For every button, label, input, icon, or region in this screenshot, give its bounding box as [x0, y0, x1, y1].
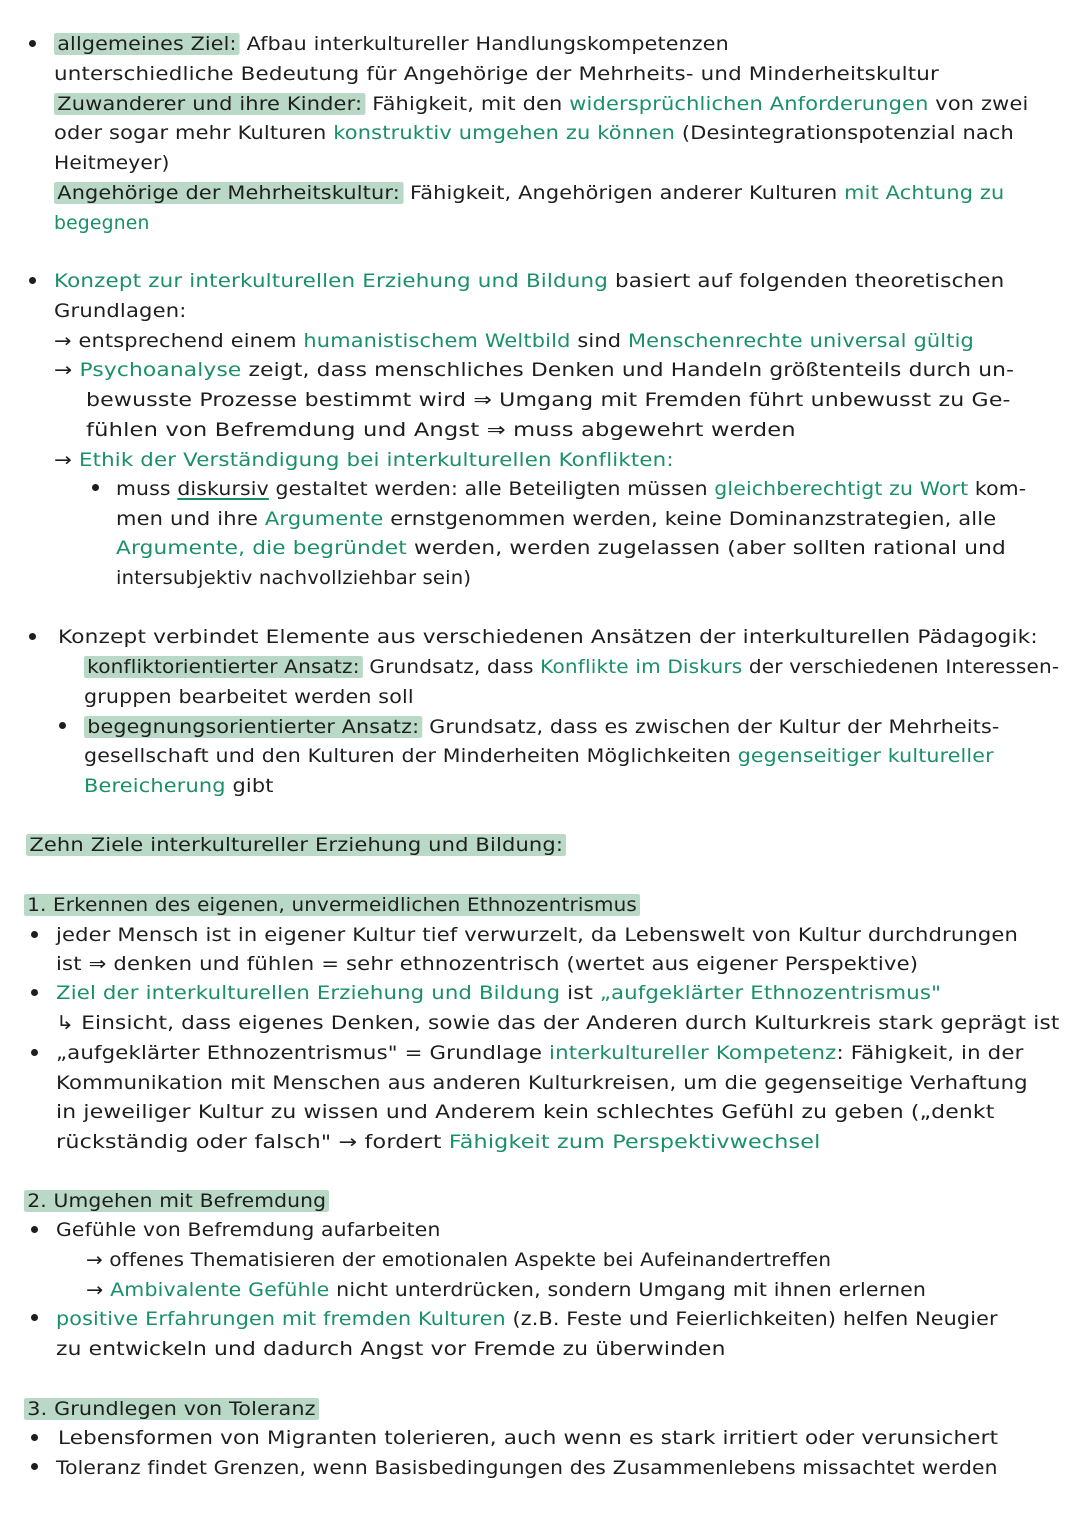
highlighted-text: Zuwanderer und ihre Kinder: — [54, 93, 365, 115]
text-span: → offenes Thematisieren der emotionalen Aspekte bei Aufeinandertreffen — [86, 1249, 832, 1271]
note-line — [56, 951, 918, 977]
text-span: → entsprechend einem — [54, 330, 304, 352]
note-line — [56, 1217, 441, 1243]
text-span: in jeweiliger Kultur zu wissen und Anderem kein schlechtes Gefühl zu geben („denkt — [56, 1101, 995, 1123]
note-line — [54, 91, 1028, 117]
note-line — [56, 1070, 1028, 1096]
text-span: jeder Mensch ist in eigener Kultur tief verwurzelt, da Lebenswelt von Kultur durchdrungen — [56, 924, 1018, 946]
text-span: Grundlagen: — [54, 300, 187, 322]
note-line — [54, 268, 1004, 294]
bullet — [31, 1049, 38, 1056]
emphasis-text: Fähigkeit zum Perspektivwechsel — [448, 1131, 821, 1153]
text-span: von zwei — [928, 93, 1029, 115]
highlighted-text: 1. Erkennen des eigenen, unvermeidlichen Ethnozentrismus — [24, 894, 640, 916]
note-line — [84, 743, 994, 769]
bullet — [31, 1226, 38, 1233]
emphasis-text: Psychoanalyse — [79, 359, 242, 381]
text-span: Fähigkeit, mit den — [365, 93, 570, 115]
note-line — [54, 357, 1014, 383]
text-span: Lebensformen von Migranten tolerieren, auch wenn es stark irritiert oder verunsichert — [58, 1427, 999, 1449]
text-span: gruppen bearbeitet werden soll — [84, 686, 414, 708]
text-span: Toleranz findet Grenzen, wenn Basisbedingungen des Zusammenlebens missachtet werden — [56, 1457, 998, 1479]
text-span: (Desintegrationspotenzial nach — [675, 122, 1014, 144]
note-line — [56, 1336, 726, 1362]
text-span: gestaltet werden: alle Beteiligten müssen — [268, 478, 715, 500]
text-span: ernstgenommen werden, keine Dominanzstrategien, alle — [383, 508, 997, 530]
emphasis-text: Bereicherung — [84, 775, 226, 797]
note-line — [116, 565, 471, 591]
note-line — [86, 1247, 831, 1273]
text-span: Fähigkeit, Angehörigen anderer Kulturen — [403, 182, 845, 204]
text-span: (z.B. Feste und Feierlichkeiten) helfen Neugier — [505, 1308, 998, 1330]
note-line — [86, 417, 796, 443]
text-span: gesellschaft und den Kulturen der Minderheiten Möglichkeiten — [84, 745, 738, 767]
bullet — [92, 484, 99, 491]
note-line — [56, 922, 1018, 948]
text-span: nicht unterdrücken, sondern Umgang mit ihnen erlernen — [329, 1279, 927, 1301]
note-line — [86, 1277, 926, 1303]
bullet — [31, 1314, 38, 1321]
note-line — [84, 684, 414, 710]
emphasis-text: interkultureller Kompetenz — [549, 1042, 837, 1064]
note-line — [58, 624, 1038, 650]
highlighted-text: 2. Umgehen mit Befremdung — [24, 1190, 329, 1212]
emphasis-text: mit Achtung zu — [844, 182, 1005, 204]
text-span: sind — [570, 330, 628, 352]
emphasis-text: Menschenrechte universal gültig — [627, 330, 974, 352]
emphasis-text: Ziel der interkulturellen Erziehung und Bildung — [56, 982, 561, 1004]
note-line — [86, 387, 1011, 413]
text-span: : Fähigkeit, in der — [836, 1042, 1024, 1064]
text-span: ↳ Einsicht, dass eigenes Denken, sowie das der Anderen durch Kulturkreis stark geprägt ist — [56, 1012, 1060, 1034]
note-line — [54, 328, 974, 354]
note-line — [56, 1099, 995, 1125]
emphasis-text: Ambivalente Gefühle — [110, 1279, 330, 1301]
bullet — [29, 633, 36, 640]
text-span: basiert auf folgenden theoretischen — [608, 270, 1005, 292]
emphasis-text: begegnen — [54, 212, 150, 234]
text-span: Afbau interkultureller Handlungskompetenzen — [239, 33, 729, 55]
note-line — [56, 1455, 998, 1481]
text-span: kom- — [968, 478, 1027, 500]
note-line — [56, 980, 941, 1006]
note-line — [54, 150, 170, 176]
emphasis-text: gleichberechtigt zu Wort — [714, 478, 969, 500]
note-line — [116, 476, 1026, 502]
emphasis-text: „aufgeklärter Ethnozentrismus" — [599, 982, 942, 1004]
text-span: unterschiedliche Bedeutung für Angehörige der Mehrheits- und Minderheitskultur — [54, 63, 939, 85]
note-line — [54, 61, 939, 87]
emphasis-text: Argumente — [264, 508, 384, 530]
note-line — [84, 654, 1059, 680]
text-span: ist — [560, 982, 600, 1004]
text-span: oder sogar mehr Kulturen — [54, 122, 334, 144]
text-span: Heitmeyer) — [54, 152, 170, 174]
bullet — [31, 931, 38, 938]
bullet — [29, 40, 36, 47]
note-line — [54, 210, 150, 236]
text-span: zeigt, dass menschliches Denken und Handeln größtenteils durch un- — [241, 359, 1015, 381]
bullet — [29, 277, 36, 284]
note-line — [84, 714, 999, 740]
text-span: zu entwickeln und dadurch Angst vor Fremde zu überwinden — [56, 1338, 726, 1360]
text-span: Gefühle von Befremdung aufarbeiten — [56, 1219, 441, 1241]
emphasis-text: Ethik der Verständigung bei interkulturellen Konflikten: — [78, 449, 674, 471]
section-heading — [26, 832, 566, 858]
note-line — [54, 180, 1004, 206]
highlighted-text: konfliktorientierter Ansatz: — [84, 656, 363, 678]
numbered-heading — [24, 1396, 319, 1422]
note-line — [54, 298, 187, 324]
emphasis-text: Konflikte im Diskurs — [540, 656, 743, 678]
text-span: werden, werden zugelassen (aber sollten rational und — [406, 537, 1006, 559]
emphasis-text: konstruktiv umgehen zu können — [333, 122, 676, 144]
note-line — [54, 447, 674, 473]
text-span: „aufgeklärter Ethnozentrismus" = Grundlage — [56, 1042, 550, 1064]
emphasis-text: Konzept zur interkulturellen Erziehung und Bildung — [54, 270, 609, 292]
text-span: → — [54, 449, 79, 471]
note-line — [58, 1425, 998, 1451]
text-span: gibt — [225, 775, 274, 797]
text-span: intersubjektiv nachvollziehbar sein) — [116, 567, 472, 589]
text-span: der verschiedenen Interessen- — [742, 656, 1060, 678]
note-line — [56, 1010, 1059, 1036]
text-span: muss — [116, 478, 178, 500]
highlighted-text: allgemeines Ziel: — [54, 33, 240, 55]
highlighted-text: begegnungsorientierter Ansatz: — [84, 716, 422, 738]
highlighted-text: Angehörige der Mehrheitskultur: — [54, 182, 403, 204]
emphasis-text: gegenseitiger kultureller — [737, 745, 994, 767]
text-span: Kommunikation mit Menschen aus anderen Kulturkreisen, um die gegenseitige Verhaftung — [56, 1072, 1028, 1094]
bullet — [31, 1434, 38, 1441]
text-span: Konzept verbindet Elemente aus verschiedenen Ansätzen der interkulturellen Pädagogik: — [58, 626, 1038, 648]
emphasis-text: positive Erfahrungen mit fremden Kulturen — [56, 1308, 506, 1330]
bullet — [31, 989, 38, 996]
text-span: Grundsatz, dass es zwischen der Kultur der Mehrheits- — [422, 716, 1000, 738]
text-span: bewusste Prozesse bestimmt wird ⇒ Umgang mit Fremden führt unbewusst zu Ge- — [86, 389, 1011, 411]
note-line — [56, 1129, 820, 1155]
note-line — [116, 535, 1006, 561]
emphasis-text: widersprüchlichen Anforderungen — [569, 93, 929, 115]
highlighted-text: 3. Grundlegen von Toleranz — [24, 1398, 319, 1420]
note-line — [116, 506, 996, 532]
emphasis-text: humanistischem Weltbild — [303, 330, 571, 352]
note-line — [56, 1306, 998, 1332]
numbered-heading — [24, 892, 640, 918]
numbered-heading — [24, 1188, 329, 1214]
text-span: men und ihre — [116, 508, 265, 530]
text-span: → — [86, 1279, 111, 1301]
note-line — [84, 773, 274, 799]
emphasis-text: Argumente, die begründet — [116, 537, 407, 559]
note-line — [54, 31, 729, 57]
note-line — [56, 1040, 1023, 1066]
text-span: fühlen von Befremdung und Angst ⇒ muss abgewehrt werden — [86, 419, 796, 441]
text-span: rückständig oder falsch" → fordert — [56, 1131, 449, 1153]
text-span: → — [54, 359, 80, 381]
text-span: ist ⇒ denken und fühlen = sehr ethnozentrisch (wertet aus eigener Perspektive) — [56, 953, 919, 975]
text-span: Grundsatz, dass — [362, 656, 541, 678]
underlined-text: diskursiv — [177, 478, 269, 500]
bullet — [31, 1463, 38, 1470]
bullet — [59, 722, 66, 729]
note-line — [54, 120, 1014, 146]
highlighted-text: Zehn Ziele interkultureller Erziehung und Bildung: — [26, 834, 566, 856]
